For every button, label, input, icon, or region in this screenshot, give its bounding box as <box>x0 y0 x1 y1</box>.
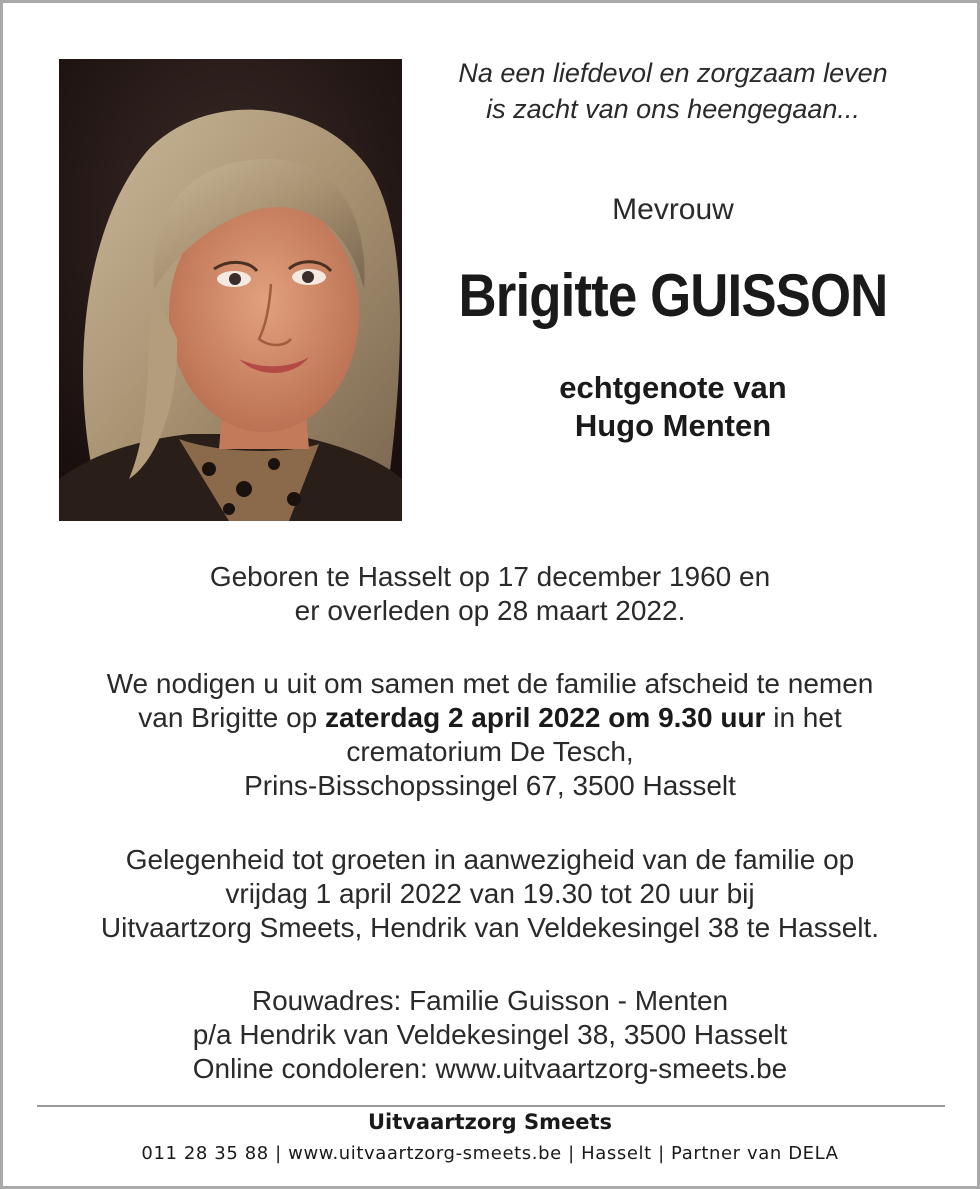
spouse-text <box>413 369 933 445</box>
portrait-photo <box>59 59 402 521</box>
spouse-name: Hugo Menten <box>574 408 772 443</box>
text-line: Prins-Bisschopssingel 67, 3500 Hasselt <box>244 770 736 801</box>
mourning-address <box>23 984 957 1086</box>
footer-contact-info: 011 28 35 88 | www.uitvaartzorg-smeets.be | Hasselt | Partner van DELA <box>141 1143 839 1164</box>
intro-line: Na een liefdevol en zorgzaam leven <box>458 58 888 88</box>
greeting-text <box>23 843 957 945</box>
text-line: Rouwadres: Familie Guisson - Menten <box>251 985 729 1016</box>
text-line: Geboren te Hasselt op 17 december 1960 en <box>209 561 771 592</box>
text-line: We nodigen u uit om samen met de familie afscheid te nemen <box>106 668 874 699</box>
birth-death-text <box>23 560 957 628</box>
intro-text <box>413 55 933 127</box>
text-line <box>23 701 957 735</box>
deceased-name: Brigitte GUISSON <box>458 262 888 329</box>
text-line: vrijdag 1 april 2022 van 19.30 tot 20 uur bij <box>225 878 755 909</box>
text-line: crematorium De Tesch, <box>346 736 634 767</box>
text-line: p/a Hendrik van Veldekesingel 38, 3500 Hasselt <box>192 1019 788 1050</box>
invitation-text <box>23 667 957 803</box>
honorific: Mevrouw <box>612 193 734 226</box>
spouse-line: echtgenote van <box>559 370 787 405</box>
text-line: er overleden op 28 maart 2022. <box>294 595 686 626</box>
text-span: van Brigitte op <box>138 702 326 733</box>
text-line: Online condoleren: www.uitvaartzorg-smeets.be <box>192 1053 788 1084</box>
ceremony-datetime: zaterdag 2 april 2022 om 9.30 uur <box>325 702 766 733</box>
footer-divider <box>37 1105 945 1107</box>
text-line: Gelegenheid tot groeten in aanwezigheid van de familie op <box>125 844 855 875</box>
intro-line: is zacht van ons heengegaan... <box>486 94 860 124</box>
footer-company-name: Uitvaartzorg Smeets <box>367 1110 613 1134</box>
text-line: Uitvaartzorg Smeets, Hendrik van Veldekesingel 38 te Hasselt. <box>100 912 880 943</box>
text-span: in het <box>765 702 842 733</box>
